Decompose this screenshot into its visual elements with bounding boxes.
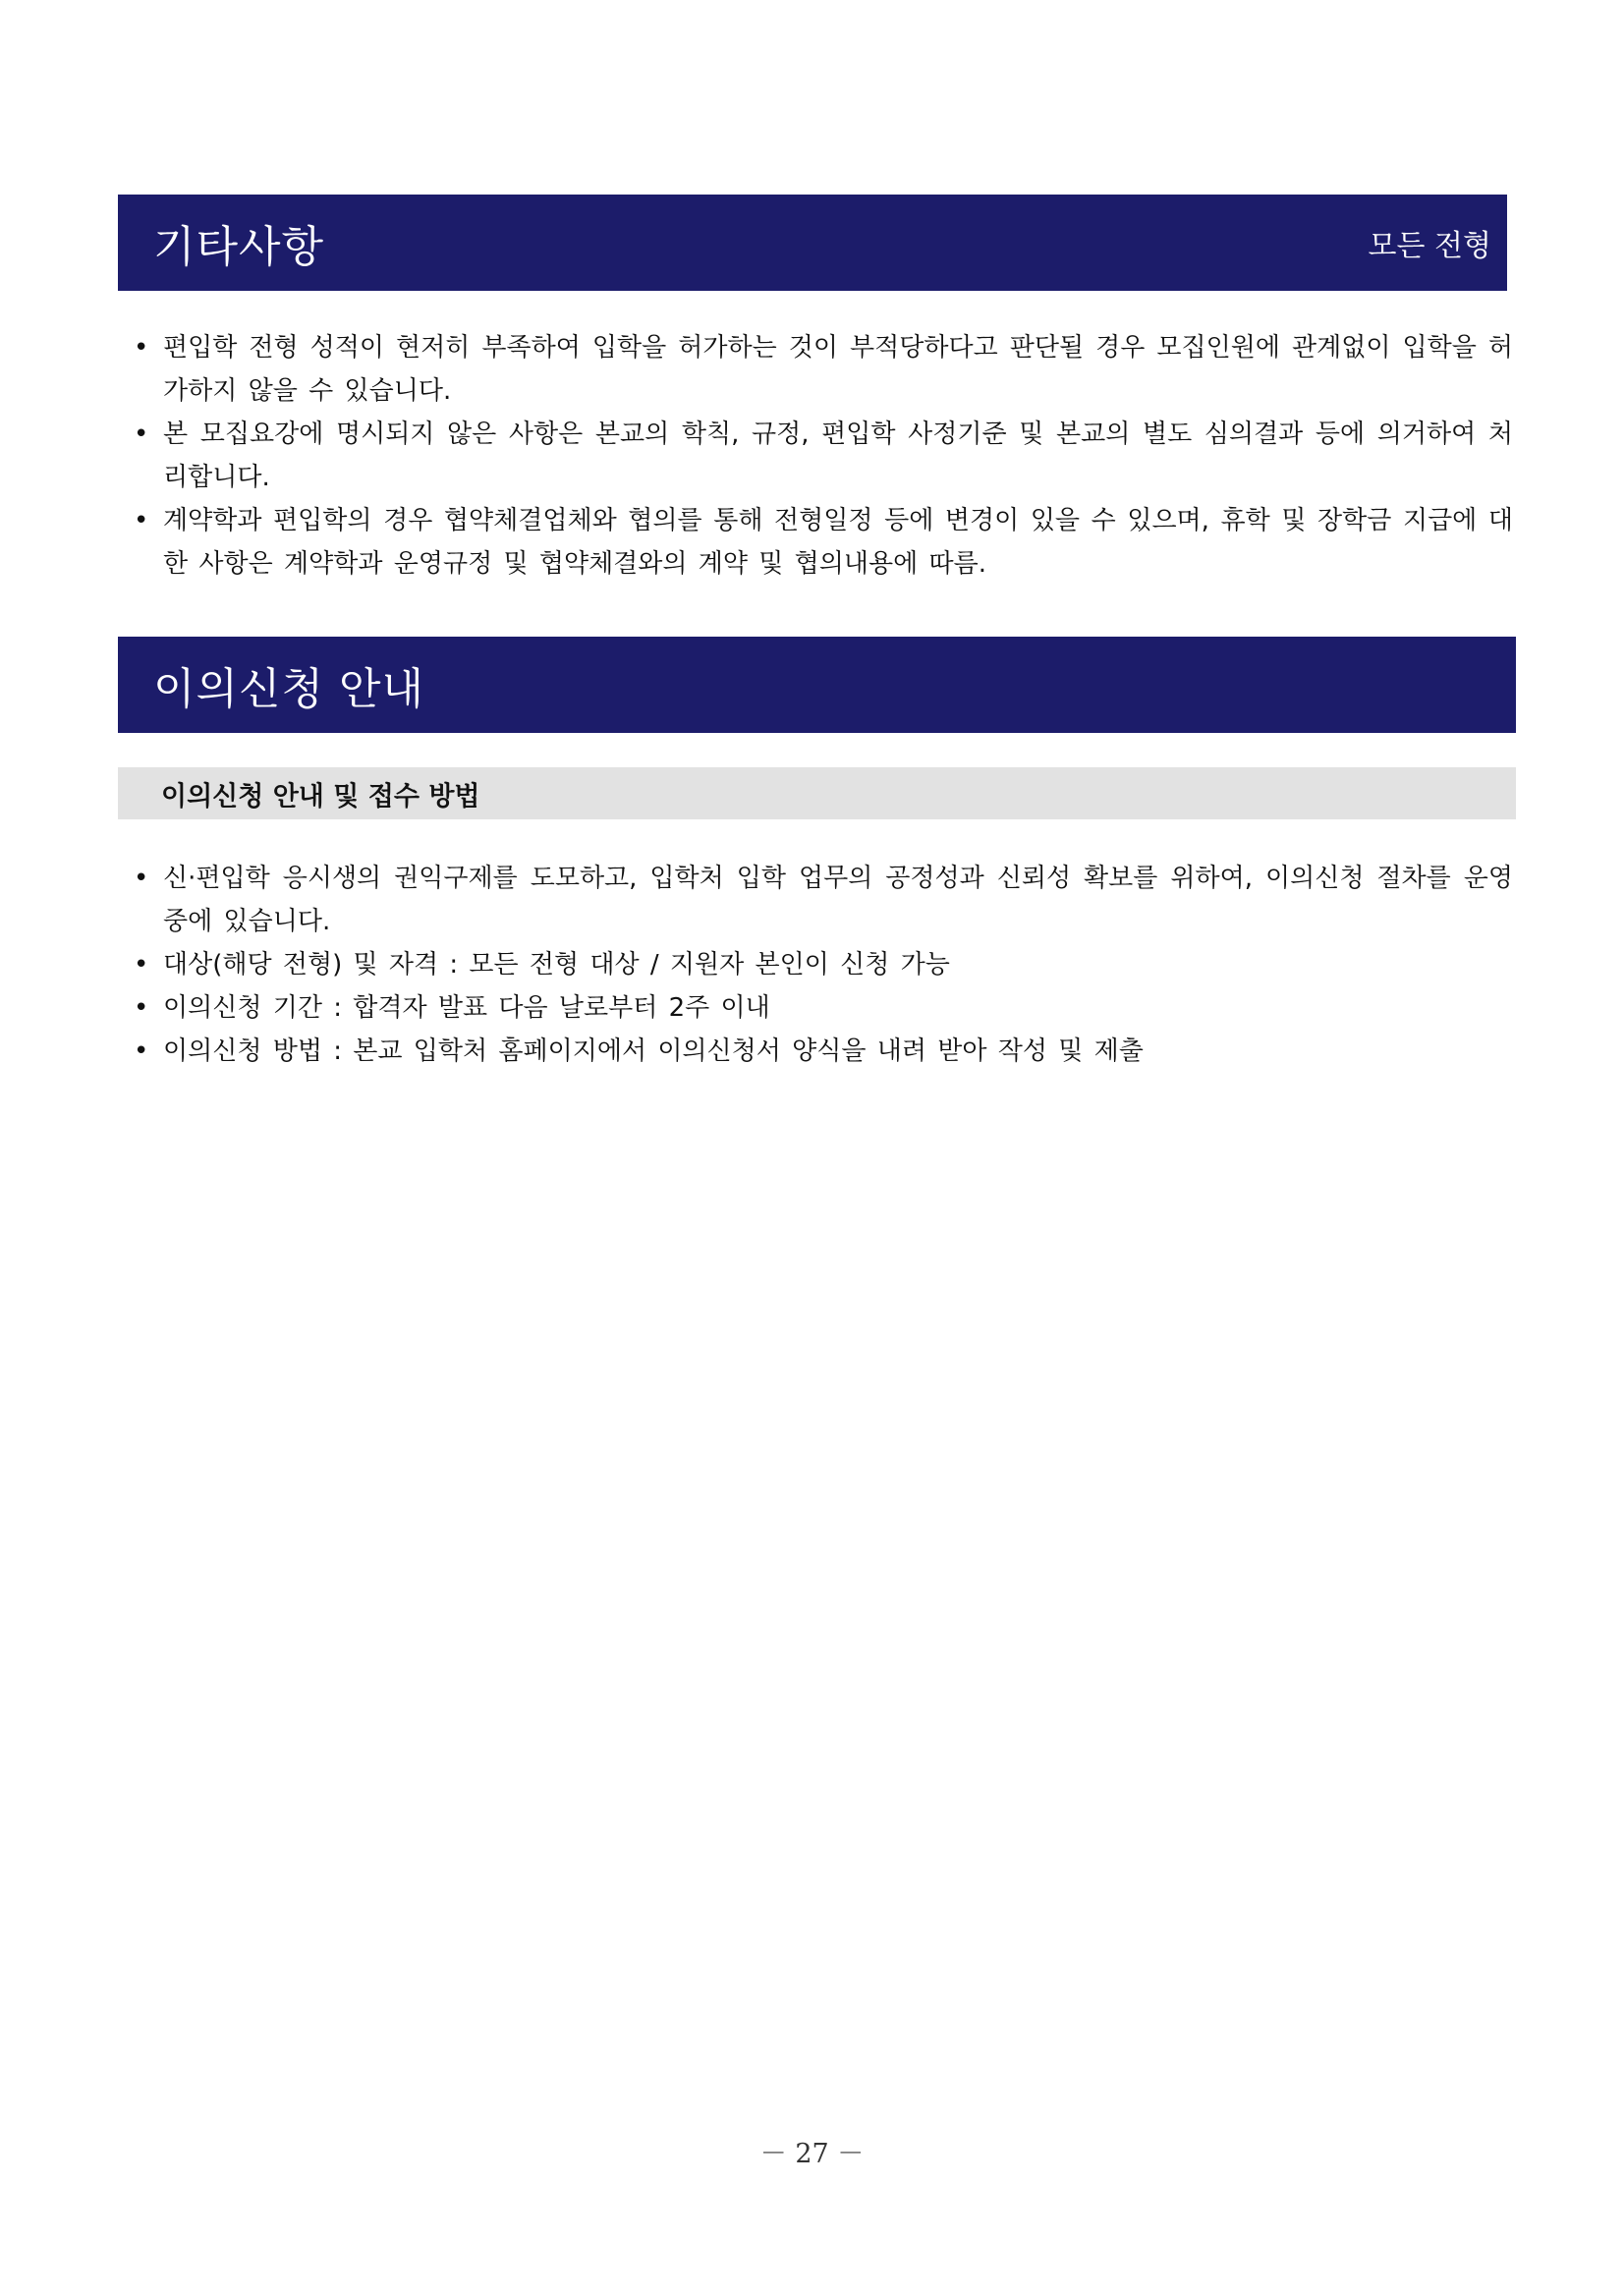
bullet-icon: • — [134, 506, 149, 535]
list-item — [128, 943, 1513, 986]
section-title: 기타사항 — [153, 222, 325, 272]
list-item-text: 이의신청 기간 : 합격자 발표 다음 날로부터 2주 이내 — [163, 993, 770, 1023]
list-item — [128, 413, 1513, 499]
list-item — [128, 986, 1513, 1030]
list-item-text: 본 모집요강에 명시되지 않은 사항은 본교의 학칙, 규정, 편입학 사정기준 및 본교의 별도 심의결과 등에 의거하여 처리합니다. — [163, 420, 1513, 492]
list-item-text: 편입학 전형 성적이 현저히 부족하여 입학을 허가하는 것이 부적당하다고 판단될 경우 모집인원에 관계없이 입학을 허가하지 않을 수 있습니다. — [163, 333, 1513, 406]
list-item — [128, 1030, 1513, 1073]
bullet-icon: • — [134, 420, 149, 449]
list-item — [128, 326, 1513, 413]
section-header-misc — [118, 195, 1507, 291]
bullet-icon: • — [134, 1036, 149, 1066]
list-item-text: 신·편입학 응시생의 권익구제를 도모하고, 입학처 입학 업무의 공정성과 신뢰성 확보를 위하여, 이의신청 절차를 운영중에 있습니다. — [163, 864, 1513, 936]
section-header-appeal — [118, 637, 1516, 733]
bullet-icon: • — [134, 864, 149, 893]
subsection-header — [118, 767, 1516, 819]
page-number: － 27 － — [759, 2139, 865, 2169]
section-tag: 모든 전형 — [1368, 229, 1491, 263]
list-item — [128, 499, 1513, 586]
section-title: 이의신청 안내 — [153, 664, 425, 714]
list-item-text: 계약학과 편입학의 경우 협약체결업체와 협의를 통해 전형일정 등에 변경이 있을 수 있으며, 휴학 및 장학금 지급에 대한 사항은 계약학과 운영규정 및 협약체결와의 계약 및 협의내용에 따름. — [163, 506, 1513, 579]
list-item — [128, 857, 1513, 943]
bullet-icon: • — [134, 950, 149, 980]
list-item-text: 이의신청 방법 : 본교 입학처 홈페이지에서 이의신청서 양식을 내려 받아 작성 및 제출 — [163, 1036, 1144, 1066]
list-item-text: 대상(해당 전형) 및 자격 : 모든 전형 대상 / 지원자 본인이 신청 가능 — [163, 950, 950, 980]
bullet-icon: • — [134, 993, 149, 1023]
bullet-icon: • — [134, 333, 149, 363]
misc-bullet-list — [128, 326, 1513, 586]
appeal-bullet-list — [128, 857, 1513, 1073]
subsection-title: 이의신청 안내 및 접수 방법 — [161, 781, 480, 812]
